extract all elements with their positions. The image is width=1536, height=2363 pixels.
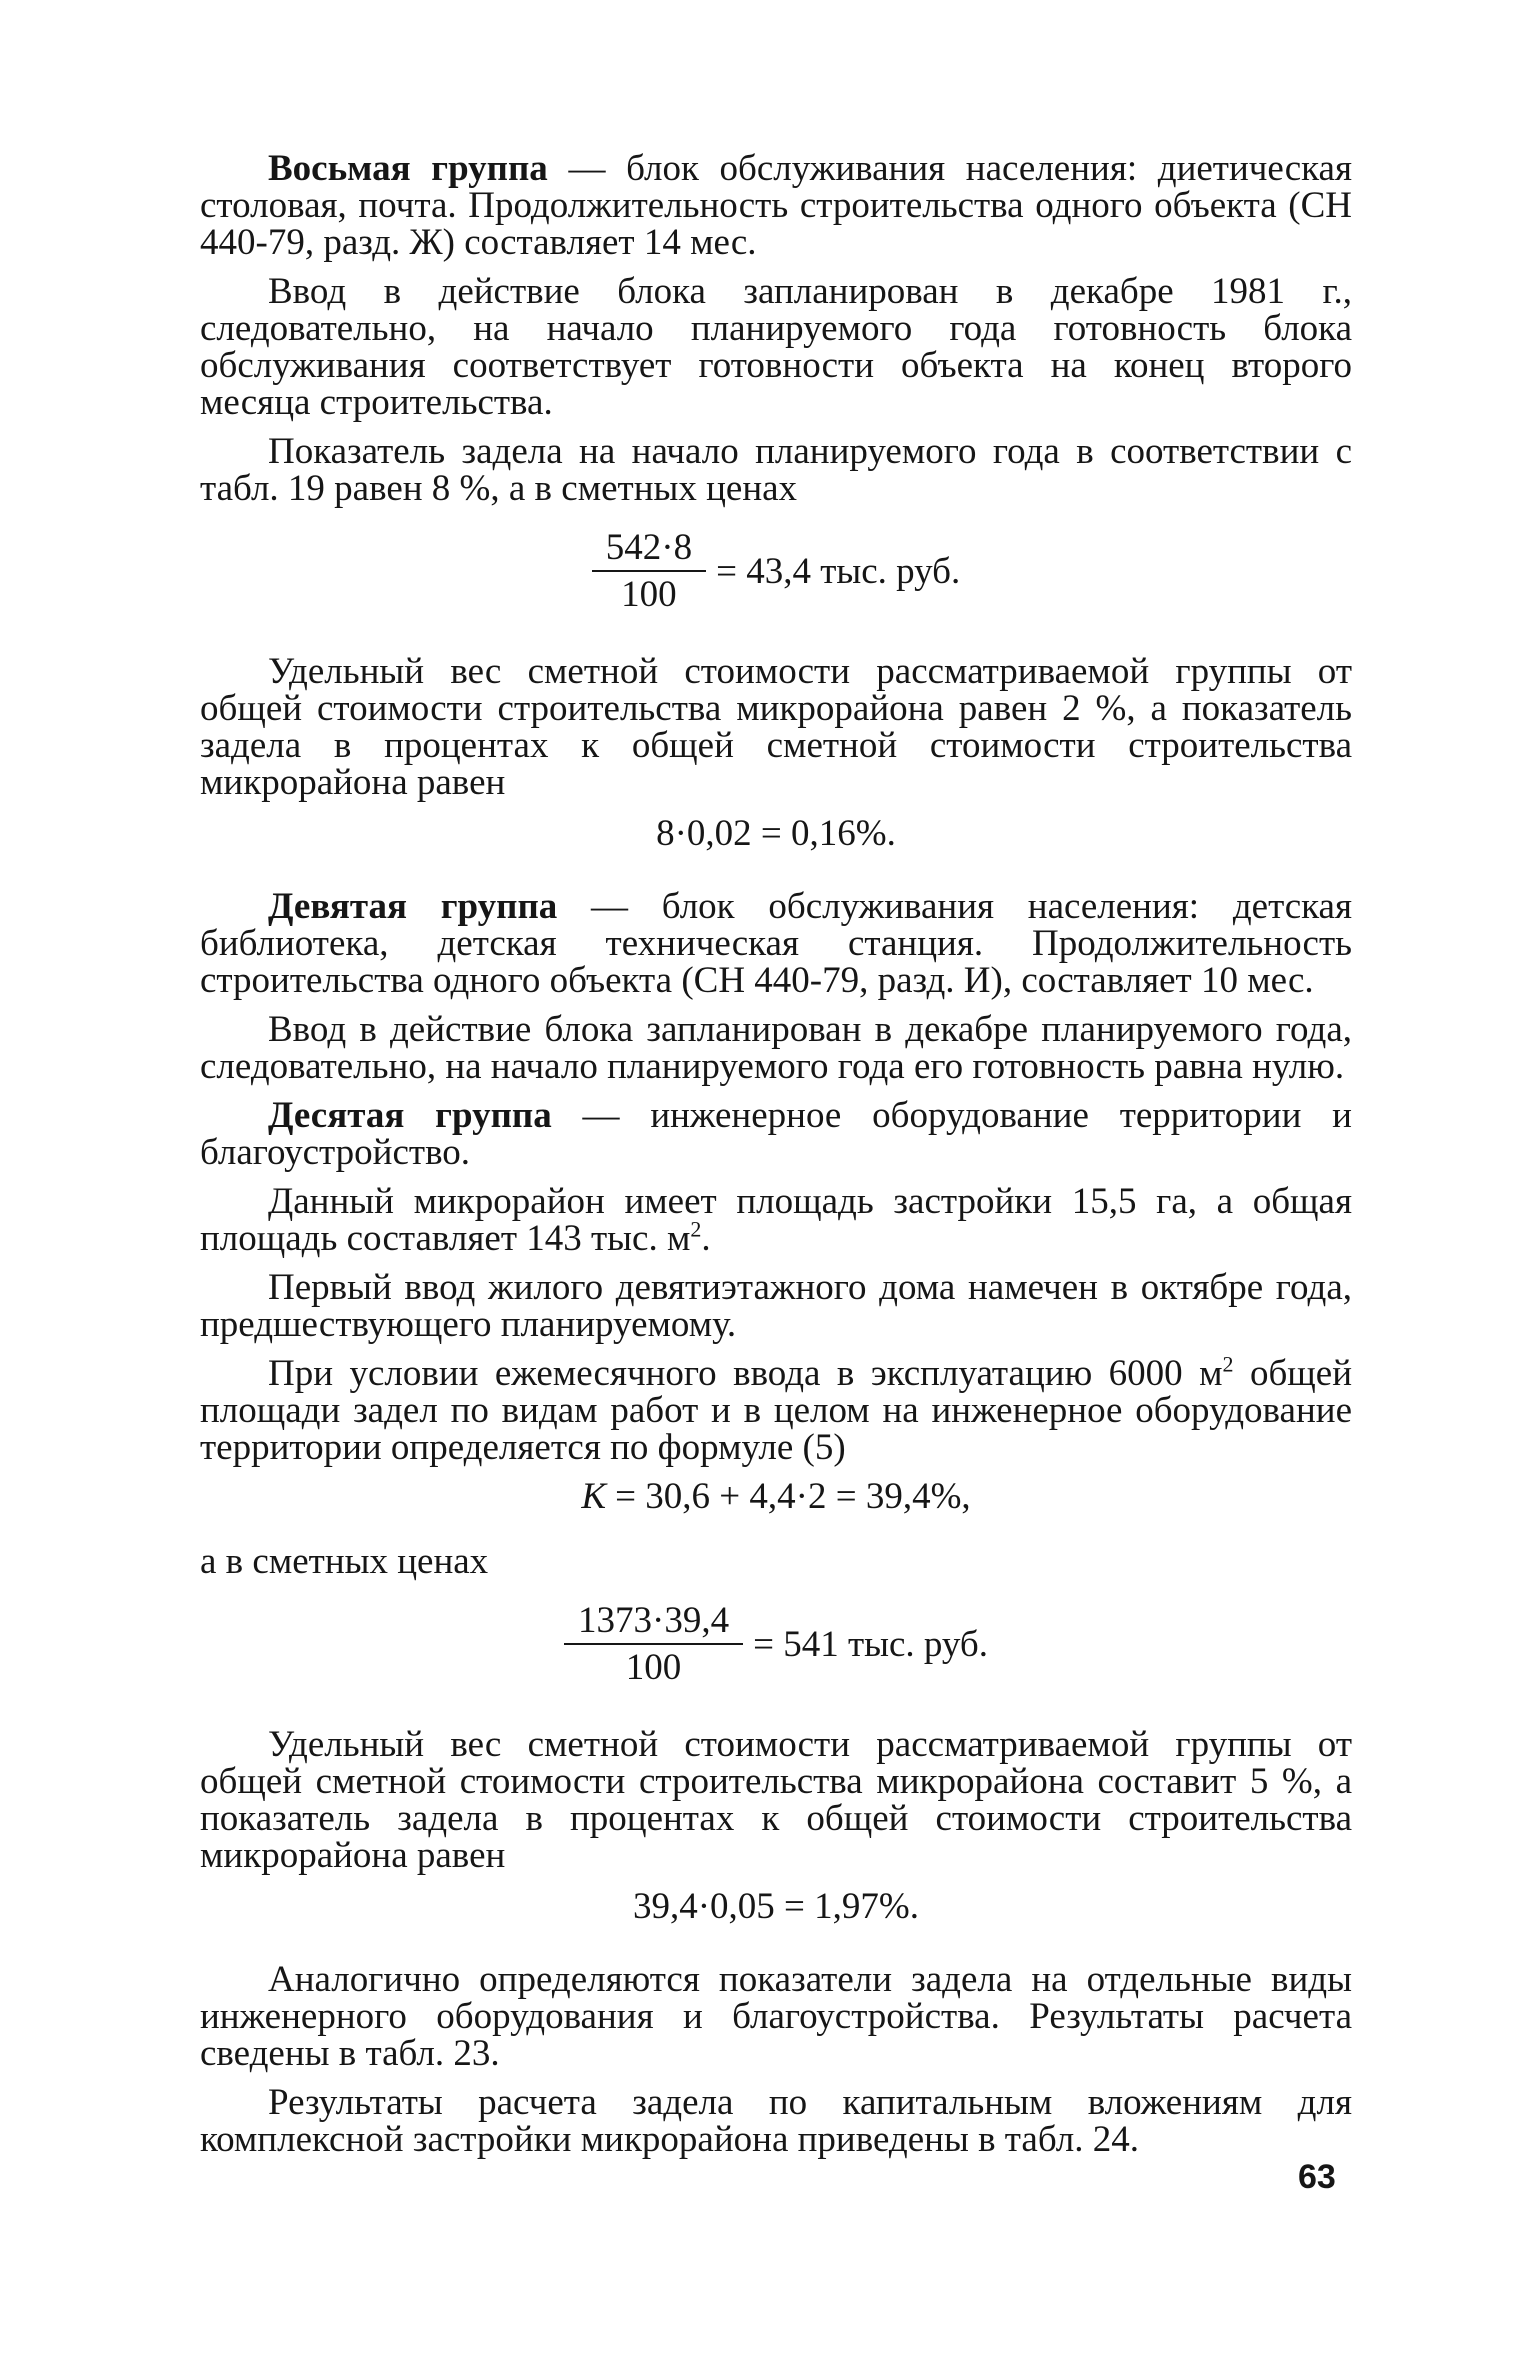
group-9-heading: Девятая группа [268, 886, 558, 927]
monthly-input-superscript: 2 [1222, 1351, 1234, 1377]
page-body [200, 150, 1352, 2170]
group-10-text: — инженерное оборудование территории и благоустройство. [200, 1095, 1352, 1173]
formula-share-group-8: 8·0,02 = 0,16%. [656, 813, 896, 854]
paragraph-similar: Аналогично определяются показатели задела на отдельные виды инженерного оборудования и благоустройства. Результаты расчета сведены в табл. 23. [200, 1959, 1352, 2074]
group-8-heading: Восьмая группа [268, 148, 548, 189]
paragraph-estimate-prices: а в сметных ценах [200, 1541, 489, 1582]
area-text: Данный микрорайон имеет площадь застройки 15,5 га, а общая площадь составляет 143 тыс. м [200, 1181, 1352, 1259]
fraction-numerator: 1373·39,4 [564, 1602, 743, 1645]
paragraph-area [200, 1183, 1352, 1257]
group-10-heading: Десятая группа [268, 1095, 552, 1136]
paragraph-backlog-indicator: Показатель задела на начало планируемого года в соответствии с табл. 19 равен 8 %, а в сметных ценах [200, 431, 1352, 509]
paragraph-group-9 [200, 888, 1352, 999]
formula-estimate-group-8 [200, 529, 1352, 613]
paragraph-first-input: Первый ввод жилого девятиэтажного дома намечен в октябре года, предшествующего планируемому. [200, 1267, 1352, 1345]
formula-k-expression: = 30,6 + 4,4·2 = 39,4%, [605, 1476, 971, 1517]
formula-share-group-10: 39,4·0,05 = 1,97%. [632, 1886, 919, 1927]
formula-result: = 43,4 тыс. руб. [716, 550, 961, 592]
paragraph-group-8 [200, 150, 1352, 261]
fraction [592, 529, 706, 613]
paragraph-share-group-8: Удельный вес сметной стоимости рассматриваемой группы от общей стоимости строительства микрорайона равен 2 %, а показатель задела в процентах к общей сметной стоимости строительства микрорайона равен [200, 651, 1352, 803]
paragraph-share-group-10: Удельный вес сметной стоимости рассматриваемой группы от общей сметной стоимости строительства микрорайона составит 5 %, а показатель задела в процентах к общей стоимости строительства микрорайона равен [200, 1724, 1352, 1876]
fraction-denominator: 100 [621, 574, 677, 615]
paragraph-group-10 [200, 1097, 1352, 1171]
group-9-text: — блок обслуживания населения: детская библиотека, детская техническая станция. Продолжительность строительства одного объекта (СН 440-79, разд. И), составляет 10 мес. [200, 886, 1352, 1001]
monthly-input-text: При условии ежемесячного ввода в эксплуатацию 6000 м [268, 1353, 1223, 1394]
formula-k [200, 1478, 1352, 1515]
group-8-text: — блок обслуживания населения: диетическая столовая, почта. Продолжительность строительства одного объекта (СН 440-79, разд. Ж) составляет 14 мес. [200, 148, 1353, 263]
paragraph-results: Результаты расчета задела по капитальным вложениям для комплексной застройки микрорайона приведены в табл. 24. [200, 2082, 1352, 2160]
fraction [564, 1602, 743, 1686]
paragraph-monthly-input [200, 1351, 1352, 1468]
formula-estimate-group-10 [200, 1602, 1352, 1686]
area-end: . [701, 1218, 711, 1259]
fraction-numerator: 542·8 [592, 529, 706, 572]
page-number: 63 [1298, 2158, 1336, 2196]
formula-k-variable: К [581, 1476, 606, 1517]
fraction-denominator: 100 [625, 1647, 682, 1688]
area-superscript: 2 [690, 1216, 702, 1242]
paragraph-commissioning-1981: Ввод в действие блока запланирован в декабре 1981 г., следовательно, на начало планируемого года готовность блока обслуживания соответствует готовности объекта на конец второго месяца строительства. [200, 271, 1352, 423]
formula-result: = 541 тыс. руб. [753, 1623, 988, 1665]
monthly-input-end: общей площади задел по видам работ и в целом на инженерное оборудование территории определяется по формуле (5) [200, 1353, 1352, 1468]
paragraph-group-9-commissioning: Ввод в действие блока запланирован в декабре планируемого года, следовательно, на начало планируемого года его готовность равна нулю. [200, 1009, 1352, 1087]
